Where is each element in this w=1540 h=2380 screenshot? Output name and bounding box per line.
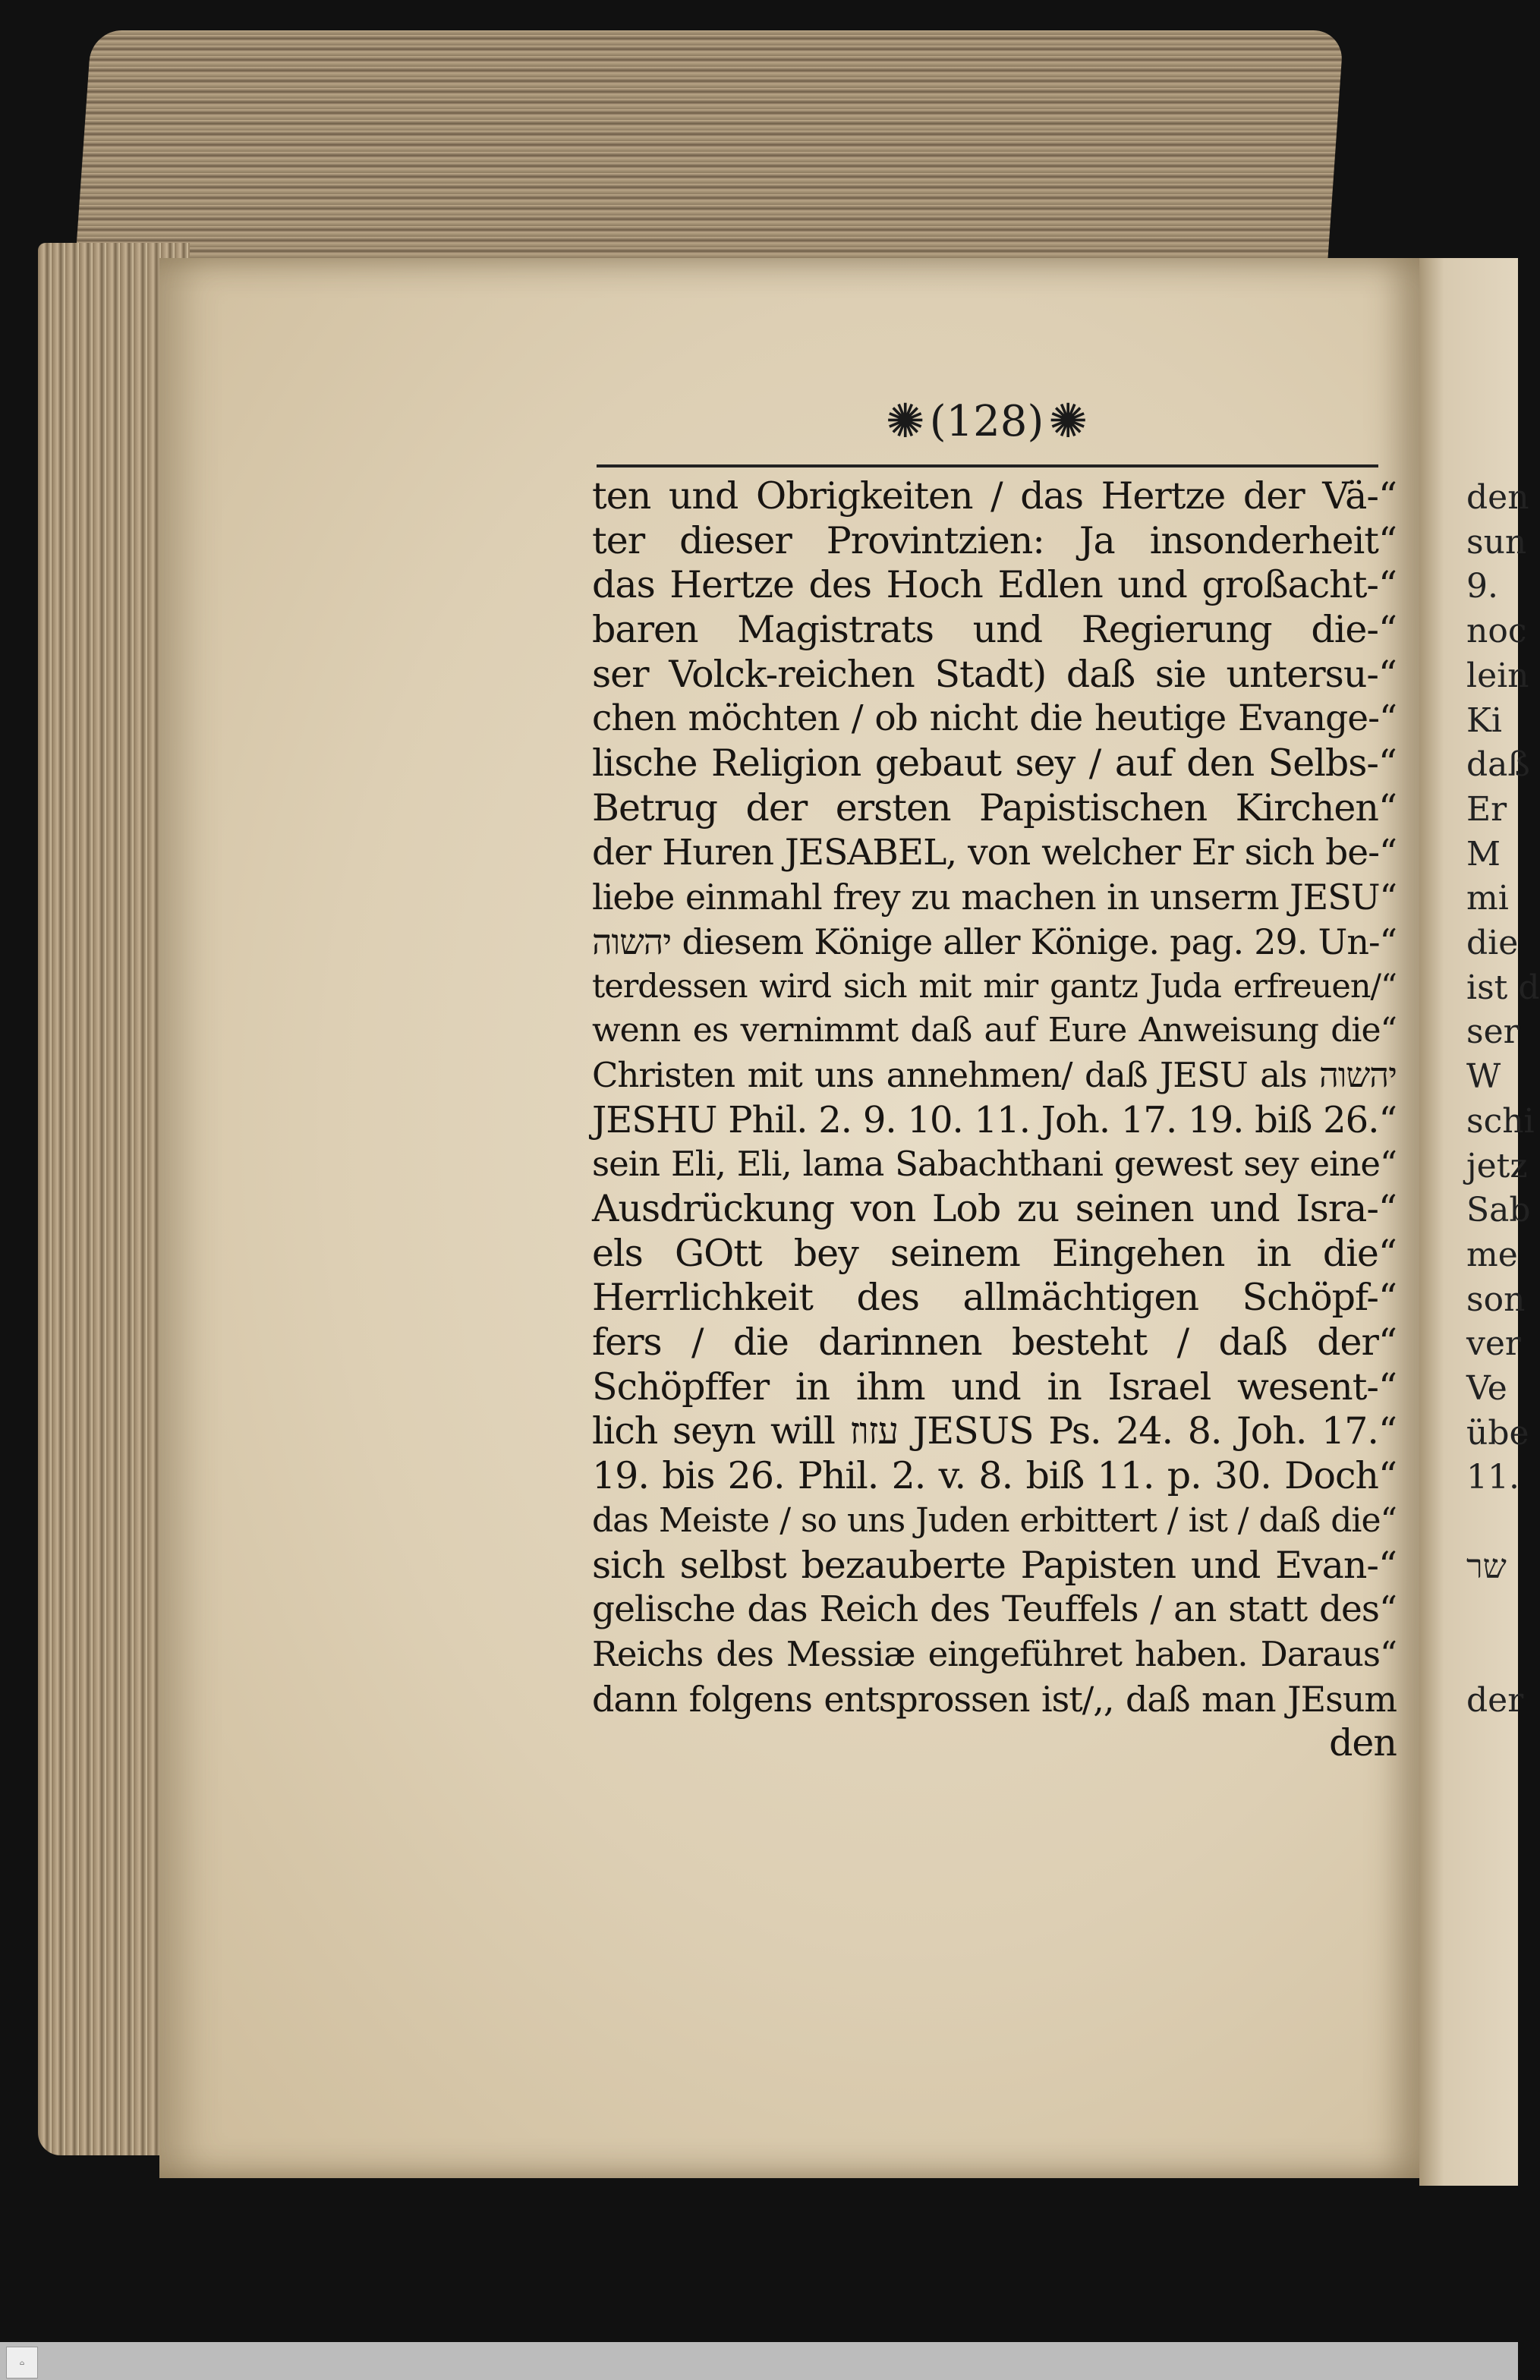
text-line: els GOtt bey seinem Eingehen in die“ bbox=[592, 1231, 1397, 1275]
facing-page-line: Sab bbox=[1466, 1191, 1531, 1230]
facing-page-line: übe bbox=[1466, 1413, 1529, 1453]
text-line: gelische das Reich des Teuffels / an statt des“ bbox=[592, 1588, 1397, 1631]
text-line: sein Eli, Eli, lama Sabachthani gewest sey eine“ bbox=[592, 1144, 1397, 1185]
text-line: Betrug der ersten Papistischen Kirchen“ bbox=[592, 785, 1397, 830]
facing-page-line: jetz bbox=[1466, 1146, 1528, 1185]
ornament-left-icon: ✺ bbox=[885, 393, 925, 449]
text-line: den bbox=[1329, 1721, 1397, 1765]
facing-page-line: schi bbox=[1466, 1101, 1535, 1141]
facing-page-line: son bbox=[1466, 1280, 1526, 1319]
facing-page-line: 9. bbox=[1466, 567, 1498, 606]
text-line: JESHU Phil. 2. 9. 10. 11. Joh. 17. 19. biß 26.“ bbox=[592, 1098, 1397, 1141]
page-header bbox=[873, 395, 1101, 448]
text-line: wenn es vernimmt daß auf Eure Anweisung die“ bbox=[592, 1011, 1397, 1050]
text-line: ter dieser Provintzien: Ja insonderheit“ bbox=[592, 518, 1397, 562]
page-text bbox=[592, 474, 1397, 1766]
text-line: Ausdrückung von Lob zu seinen und Isra-“ bbox=[592, 1187, 1397, 1230]
facing-page-line: Ki bbox=[1466, 700, 1502, 740]
text-line: Christen mit uns annehmen/ daß JESU als יהשוה bbox=[592, 1054, 1397, 1095]
text-line: terdessen wird sich mit mir gantz Juda erfreuen/“ bbox=[592, 967, 1397, 1006]
viewer-footer-bar bbox=[0, 2342, 1518, 2380]
text-line: dann folgens entsprossen ist/,, daß man JEsum bbox=[592, 1678, 1397, 1720]
text-line: יהשוה diesem Könige aller Könige. pag. 29. Un-“ bbox=[592, 921, 1397, 962]
book-top-edge bbox=[76, 30, 1344, 258]
text-line: der Huren JESABEL, von welcher Er sich be-“ bbox=[592, 831, 1397, 874]
text-line: Reichs des Messiæ eingeführet haben. Daraus“ bbox=[592, 1633, 1397, 1674]
page-number: (128) bbox=[929, 396, 1044, 446]
text-line: das Meiste / so uns Juden erbittert / ist / daß die“ bbox=[592, 1500, 1397, 1540]
facing-page-line: 11. bbox=[1466, 1458, 1520, 1497]
text-line: ser Volck-reichen Stadt) daß sie untersu-“ bbox=[592, 652, 1397, 696]
facing-page-line: den bbox=[1466, 478, 1529, 517]
facing-page-line: שר bbox=[1466, 1547, 1507, 1586]
facing-page-line: W bbox=[1466, 1057, 1501, 1097]
facing-page-line: ser bbox=[1466, 1012, 1520, 1052]
text-line: Herrlichkeit des allmächtigen Schöpf-“ bbox=[592, 1276, 1397, 1320]
text-line: liebe einmahl frey zu machen in unserm JESU“ bbox=[592, 877, 1397, 918]
ornament-right-icon: ✺ bbox=[1048, 393, 1088, 449]
text-line: sich selbst bezauberte Papisten und Evan-“ bbox=[592, 1543, 1397, 1587]
facing-page-line: me bbox=[1466, 1235, 1518, 1274]
text-line: baren Magistrats und Regierung die-“ bbox=[592, 608, 1397, 652]
text-line: lische Religion gebaut sey / auf den Selbs-“ bbox=[592, 741, 1397, 785]
facing-page-line: Er bbox=[1466, 789, 1507, 829]
text-line: fers / die darinnen besteht / daß der“ bbox=[592, 1321, 1397, 1365]
text-line: 19. bis 26. Phil. 2. v. 8. biß 11. p. 30. Doch“ bbox=[592, 1454, 1397, 1498]
text-line: ten und Obrigkeiten / das Hertze der Vä-“ bbox=[592, 474, 1397, 518]
facing-page-line: ist d bbox=[1466, 968, 1540, 1007]
text-line: Schöpffer in ihm und in Israel wesent-“ bbox=[592, 1365, 1397, 1409]
facing-page-line: der bbox=[1466, 1680, 1524, 1720]
facing-page-line: Ve bbox=[1466, 1369, 1507, 1408]
text-line: lich seyn will עזוז JESUS Ps. 24. 8. Joh. 17.“ bbox=[592, 1409, 1397, 1453]
facing-page-line: M bbox=[1466, 834, 1501, 874]
facing-page-line: daß bbox=[1466, 745, 1530, 785]
facing-page-line: ver bbox=[1466, 1324, 1521, 1364]
facing-page bbox=[1419, 258, 1540, 2186]
library-logo-icon: ⌂ bbox=[6, 2347, 38, 2378]
facing-page-line: lein bbox=[1466, 656, 1529, 695]
facing-page-line: mi bbox=[1466, 879, 1509, 918]
header-rule bbox=[597, 464, 1378, 468]
facing-page-line: noc bbox=[1466, 612, 1527, 651]
facing-page-line: die bbox=[1466, 924, 1519, 962]
text-line: das Hertze des Hoch Edlen und großacht-“ bbox=[592, 563, 1397, 607]
facing-page-line: sun bbox=[1466, 522, 1527, 562]
text-line: chen möchten / ob nicht die heutige Evange-“ bbox=[592, 697, 1397, 740]
